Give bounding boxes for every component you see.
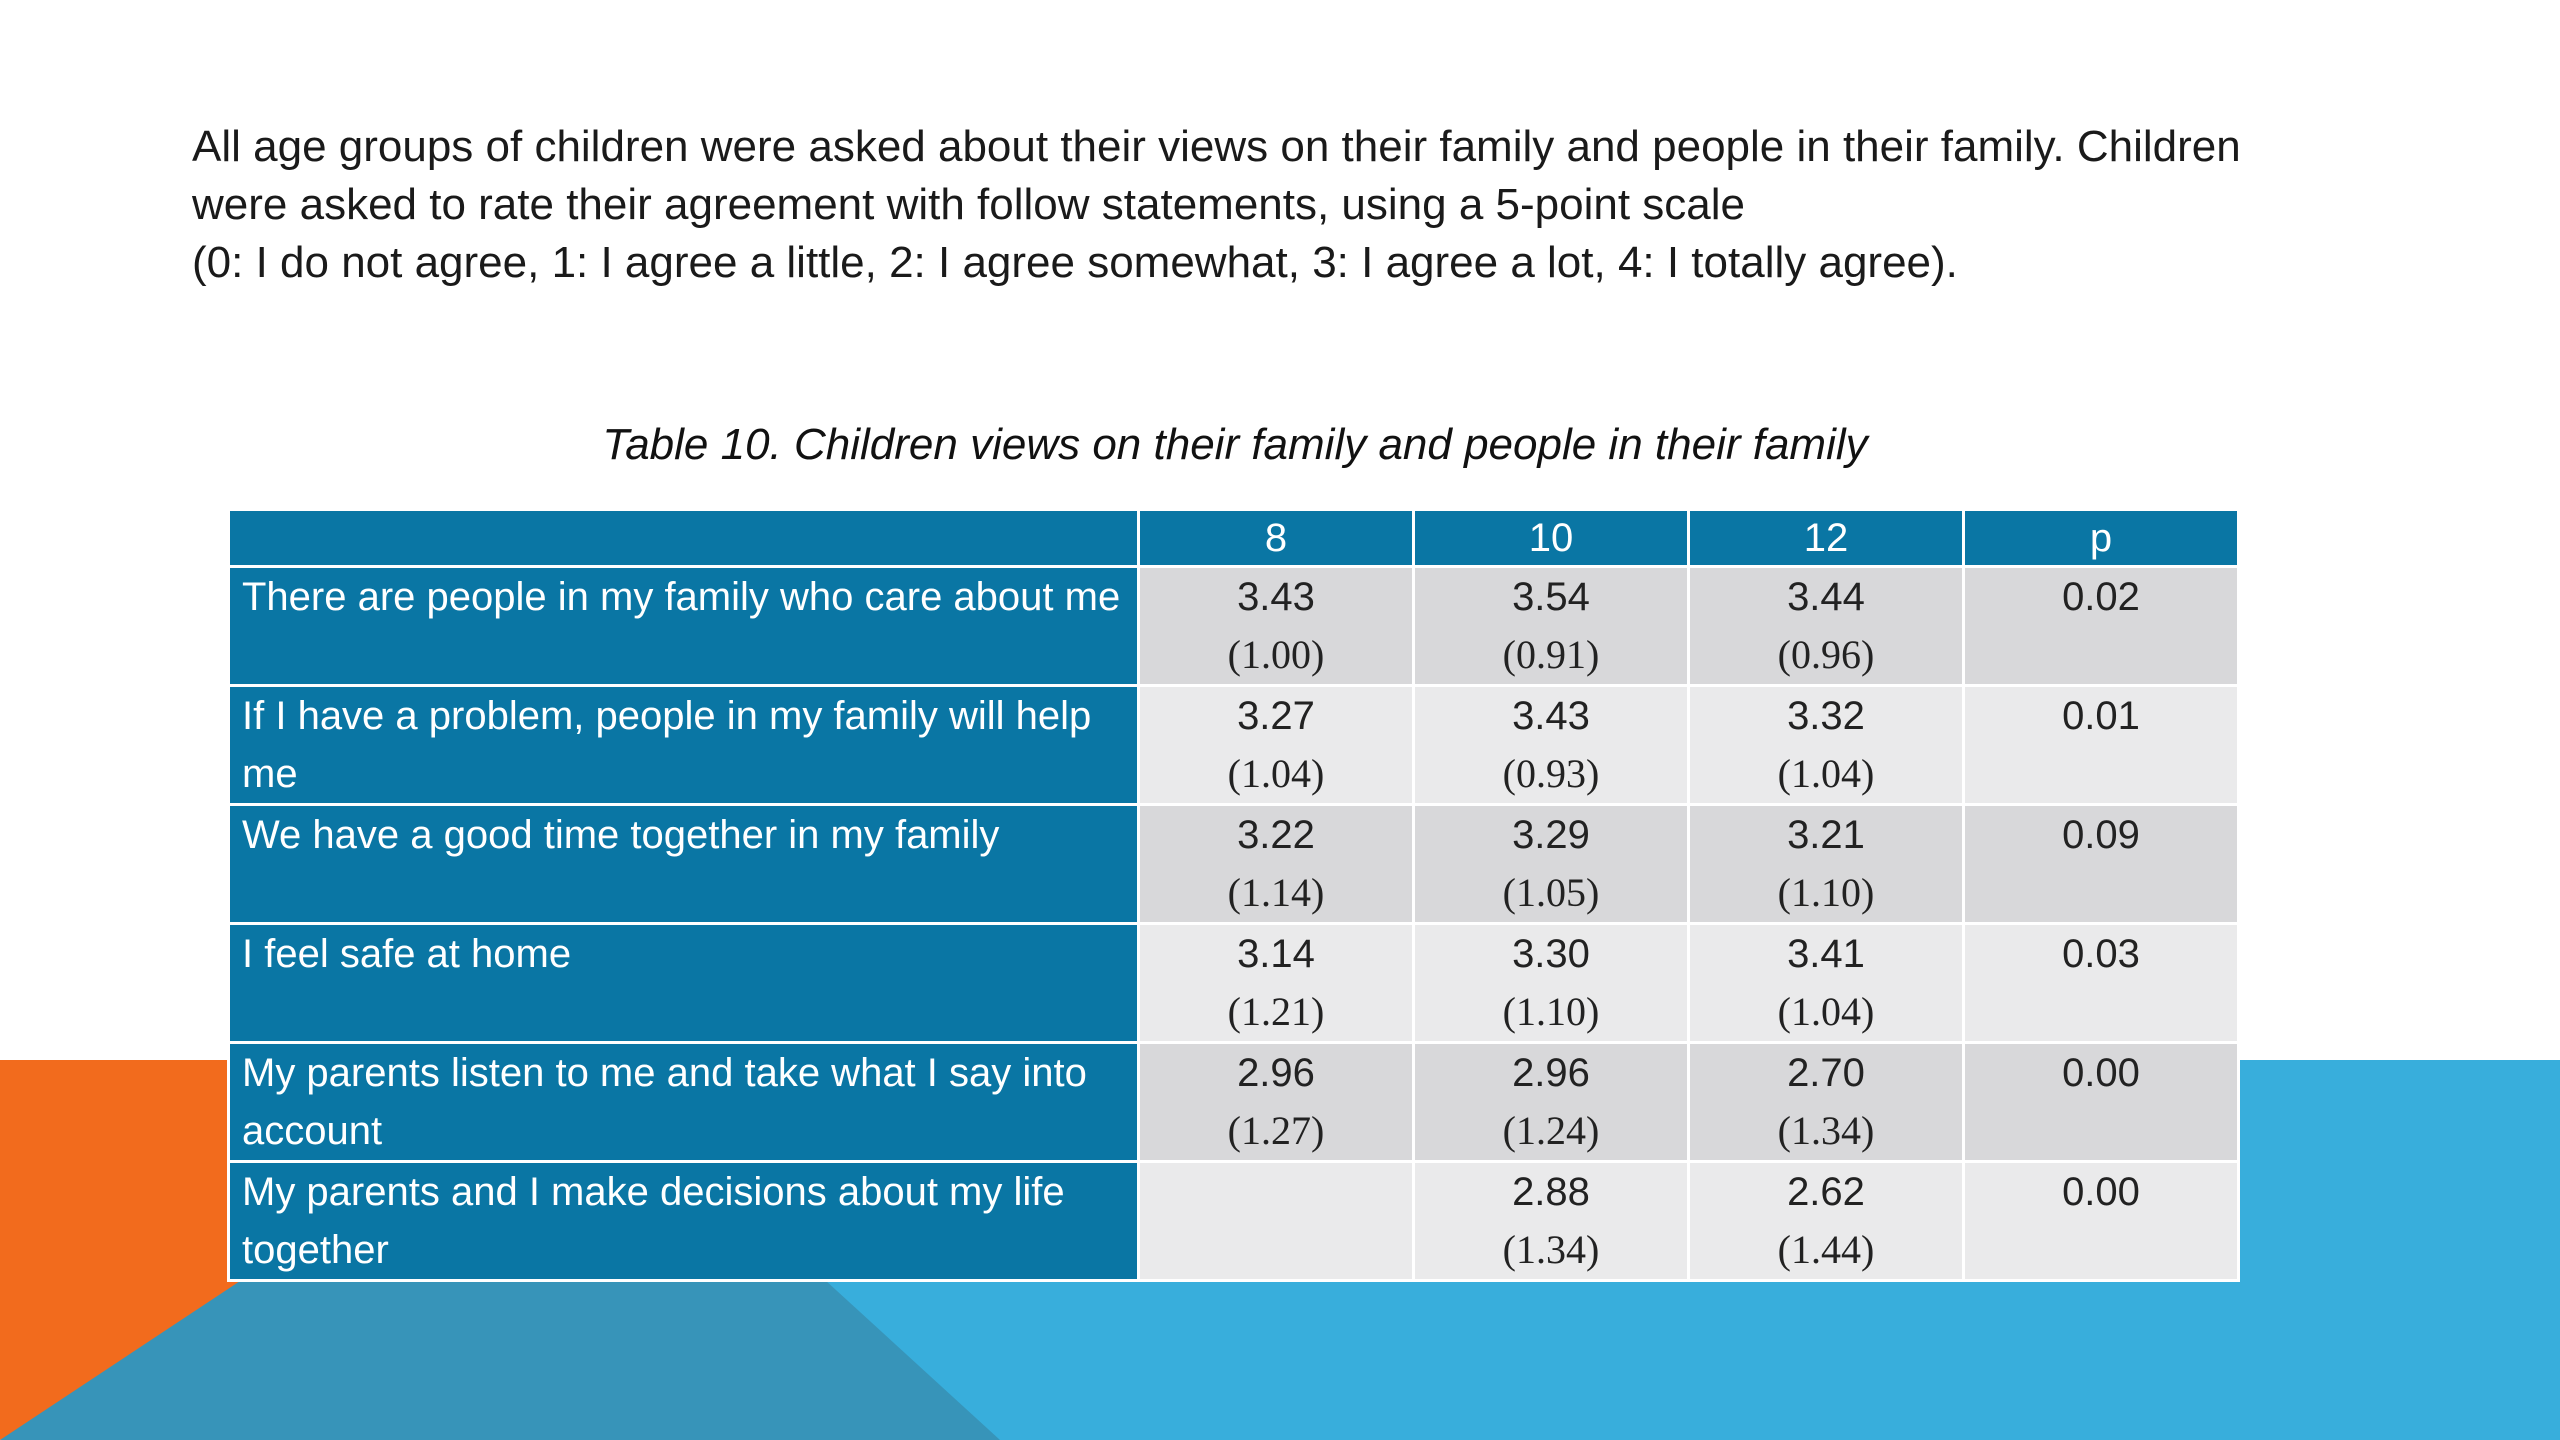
mean-value: 3.41 [1787,932,1865,976]
p-value-cell: 0.09 [1964,805,2239,924]
table-row [229,686,2239,805]
sd-value: (0.91) [1502,632,1600,677]
sd-value: (1.04) [1227,751,1325,796]
header-p-value: p [1964,510,2239,567]
sd-value: (1.10) [1502,989,1600,1034]
p-value-cell: 0.03 [1964,924,2239,1043]
table-row [229,805,2239,924]
sd-value: (1.05) [1502,870,1600,915]
age-8-cell [1139,805,1414,924]
sd-value: (1.44) [1777,1227,1875,1272]
statement-label: There are people in my family who care about me [229,567,1139,686]
age-12-cell [1689,686,1964,805]
statement-label: My parents listen to me and take what I say into account [229,1043,1139,1162]
mean-value: 3.43 [1237,575,1315,619]
age-12-cell [1689,924,1964,1043]
sd-value: (1.34) [1777,1108,1875,1153]
family-views-table [227,508,2240,1282]
intro-line-1: All age groups of children were asked about their views on their family and people in their family. Children [192,122,2241,171]
intro-line-3: (0: I do not agree, 1: I agree a little, 2: I agree somewhat, 3: I agree a lot, 4: I totally agree). [192,238,1958,287]
sd-value: (1.21) [1227,989,1325,1034]
mean-value: 3.30 [1512,932,1590,976]
header-age-10: 10 [1414,510,1689,567]
header-age-8: 8 [1139,510,1414,567]
p-value-cell: 0.00 [1964,1162,2239,1281]
mean-value: 3.44 [1787,575,1865,619]
age-12-cell [1689,805,1964,924]
age-12-cell [1689,1162,1964,1281]
mean-value: 3.27 [1237,694,1315,738]
age-10-cell [1414,686,1689,805]
statement-label: I feel safe at home [229,924,1139,1043]
table-header-row [229,510,2239,567]
age-10-cell [1414,1162,1689,1281]
p-value-cell: 0.00 [1964,1043,2239,1162]
age-10-cell [1414,567,1689,686]
intro-paragraph [192,118,2452,292]
header-age-12: 12 [1689,510,1964,567]
table-caption: Table 10. Children views on their family and people in their family [602,420,1868,469]
sd-value: (1.14) [1227,870,1325,915]
statement-label: If I have a problem, people in my family will help me [229,686,1139,805]
mean-value: 3.29 [1512,813,1590,857]
p-value-cell: 0.01 [1964,686,2239,805]
sd-value: (1.04) [1777,751,1875,796]
statement-label: We have a good time together in my family [229,805,1139,924]
sd-value: (1.34) [1502,1227,1600,1272]
header-statement [229,510,1139,567]
age-8-cell [1139,1043,1414,1162]
sd-value: (1.10) [1777,870,1875,915]
table-row [229,1043,2239,1162]
age-12-cell [1689,1043,1964,1162]
age-8-cell [1139,1162,1414,1281]
sd-value: (0.93) [1502,751,1600,796]
statement-label: My parents and I make decisions about my life together [229,1162,1139,1281]
age-8-cell [1139,924,1414,1043]
mean-value: 3.14 [1237,932,1315,976]
mean-value: 2.62 [1787,1170,1865,1214]
age-10-cell [1414,924,1689,1043]
mean-value: 2.88 [1512,1170,1590,1214]
sd-value: (1.00) [1227,632,1325,677]
mean-value: 3.21 [1787,813,1865,857]
p-value-cell: 0.02 [1964,567,2239,686]
table-row [229,924,2239,1043]
mean-value: 2.70 [1787,1051,1865,1095]
table-row [229,1162,2239,1281]
mean-value: 3.32 [1787,694,1865,738]
mean-value: 3.43 [1512,694,1590,738]
age-8-cell [1139,686,1414,805]
sd-value: (1.04) [1777,989,1875,1034]
mean-value: 2.96 [1512,1051,1590,1095]
age-12-cell [1689,567,1964,686]
sd-value: (0.96) [1777,632,1875,677]
sd-value: (1.27) [1227,1108,1325,1153]
age-8-cell [1139,567,1414,686]
age-10-cell [1414,1043,1689,1162]
age-10-cell [1414,805,1689,924]
mean-value: 2.96 [1237,1051,1315,1095]
intro-line-2: were asked to rate their agreement with follow statements, using a 5-point scale [192,180,1746,229]
table-row [229,567,2239,686]
mean-value: 3.54 [1512,575,1590,619]
mean-value: 3.22 [1237,813,1315,857]
sd-value: (1.24) [1502,1108,1600,1153]
